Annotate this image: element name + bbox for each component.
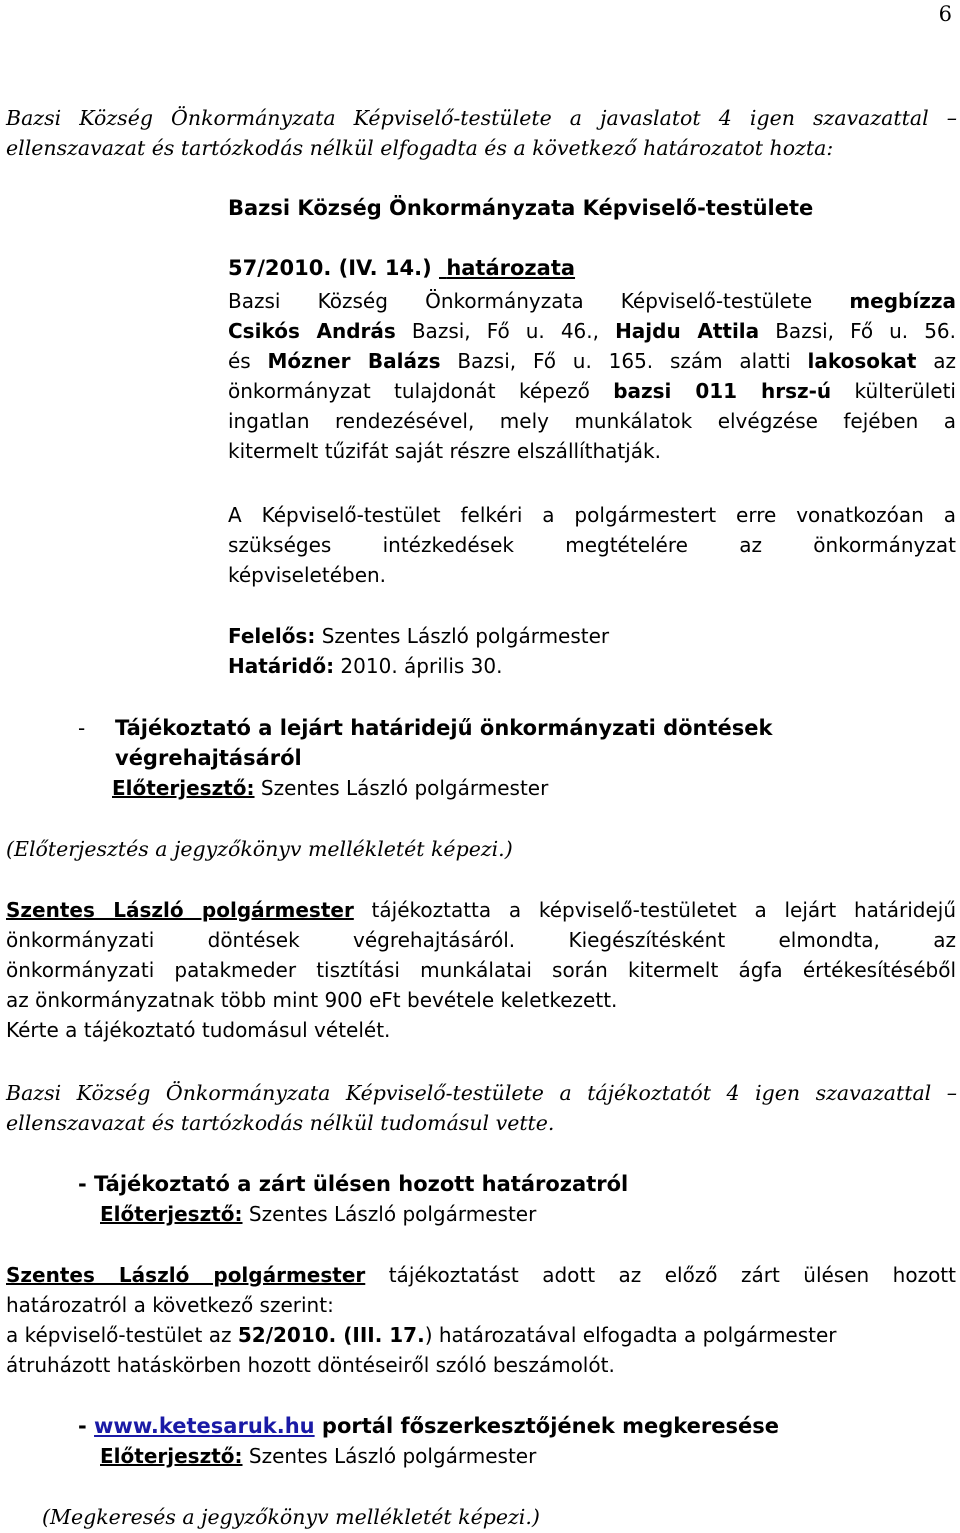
item2-title: - Tájékoztató a zárt ülésen hozott határozatról (78, 1172, 629, 1196)
item3-presenter (100, 1441, 536, 1471)
item2-presenter (100, 1199, 536, 1229)
item2-presenter-label: Előterjesztő: (100, 1202, 243, 1226)
item2-line-1: Szentes László polgármester tájékoztatást adott az előző zárt ülésen hozott (6, 1263, 956, 1287)
item3-note: (Megkeresés a jegyzőkönyv mellékletét képezi.) (42, 1505, 540, 1529)
resolution-p1-line-6: kitermelt tűzifát saját részre elszállíthatják. (228, 439, 661, 463)
item1-vote-line-2: ellenszavazat és tartózkodás nélkül tudomásul vette. (6, 1111, 555, 1135)
deadline-value: 2010. április 30. (334, 654, 503, 678)
item1-line-3: önkormányzati patakmeder tisztítási munkálatai során kitermelt ágfa értékesítéséből (6, 958, 956, 982)
item1-presenter-label: Előterjesztő: (112, 776, 255, 800)
item2-paragraph (6, 1260, 956, 1380)
item1-note: (Előterjesztés a jegyzőkönyv mellékletét képezi.) (6, 837, 513, 861)
page-number: 6 (938, 2, 952, 26)
item2-presenter-value: Szentes László polgármester (242, 1202, 537, 1226)
item3-title: - www.ketesaruk.hu portál főszerkesztőjének megkeresése (78, 1414, 779, 1438)
intro-paragraph (6, 103, 957, 163)
resolution-p2-line-2: szükséges intézkedések megtételére az önkormányzat (228, 533, 956, 557)
intro-line-1: Bazsi Község Önkormányzata Képviselő-testülete a javaslatot 4 igen szavazattal – (6, 106, 957, 130)
responsible-label: Felelős: (228, 624, 316, 648)
resolution-responsible (228, 621, 609, 651)
item3-presenter-label: Előterjesztő: (100, 1444, 243, 1468)
item1-line-1: Szentes László polgármester tájékoztatta a képviselő-testületet a lejárt határidejű (6, 898, 956, 922)
item1-presenter (112, 773, 548, 803)
item2-line-2: határozatról a következő szerint: (6, 1293, 334, 1317)
resolution-p1-line-5: ingatlan rendezésével, mely munkálatok elvégzése fejében a (228, 409, 956, 433)
resolution-p2-line-1: A Képviselő-testület felkéri a polgármestert erre vonatkozóan a (228, 503, 956, 527)
item1-dash: - (78, 716, 86, 740)
responsible-value: Szentes László polgármester (315, 624, 610, 648)
intro-line-2: ellenszavazat és tartózkodás nélkül elfogadta és a következő határozatot hozta: (6, 136, 834, 160)
resolution-p1-line-2: Csikós András Bazsi, Fő u. 46., Hajdu Attila Bazsi, Fő u. 56. (228, 319, 957, 343)
item2-line-3: a képviselő-testület az 52/2010. (III. 17.) határozatával elfogadta a polgármester (6, 1323, 837, 1347)
resolution-number-suffix: határozata (446, 256, 576, 280)
item1-line-5: Kérte a tájékoztató tudomásul vételét. (6, 1018, 391, 1042)
item1-line-4: az önkormányzatnak több mint 900 eFt bevétele keletkezett. (6, 988, 618, 1012)
resolution-p1-line-1: Bazsi Község Önkormányzata Képviselő-testülete megbízza (228, 289, 956, 313)
item1-title: Tájékoztató a lejárt határidejű önkormányzati döntések végrehajtásáról (115, 716, 773, 770)
deadline-label: Határidő: (228, 654, 335, 678)
resolution-p1-line-3: és Mózner Balázs Bazsi, Fő u. 165. szám alatti lakosokat az (228, 349, 956, 373)
resolution-number-value: 57/2010. (IV. 14.) (228, 256, 432, 280)
item1-vote-line-1: Bazsi Község Önkormányzata Képviselő-testülete a tájékoztatót 4 igen szavazattal – (6, 1081, 957, 1105)
resolution-number (228, 256, 575, 280)
resolution-paragraph-2 (228, 500, 956, 590)
item1-line-2: önkormányzati döntések végrehajtásáról. Kiegészítésként elmondta, az (6, 928, 956, 952)
resolution-paragraph-1 (228, 286, 956, 466)
resolution-p1-line-4: önkormányzat tulajdonát képező bazsi 011 hrsz-ú külterületi (228, 379, 956, 403)
item3-link[interactable]: www.ketesaruk.hu (94, 1414, 315, 1438)
item3-presenter-value: Szentes László polgármester (242, 1444, 537, 1468)
resolution-p2-line-3: képviseletében. (228, 563, 387, 587)
item1-presenter-value: Szentes László polgármester (254, 776, 549, 800)
item1-vote (6, 1078, 957, 1138)
item2-line-4: átruházott hatáskörben hozott döntéseiről szóló beszámolót. (6, 1353, 615, 1377)
item1-paragraph (6, 895, 956, 1045)
resolution-body-title: Bazsi Község Önkormányzata Képviselő-testülete (228, 196, 814, 220)
resolution-deadline (228, 651, 502, 681)
item1-speaker: Szentes László polgármester (6, 898, 354, 922)
item2-speaker: Szentes László polgármester (6, 1263, 366, 1287)
